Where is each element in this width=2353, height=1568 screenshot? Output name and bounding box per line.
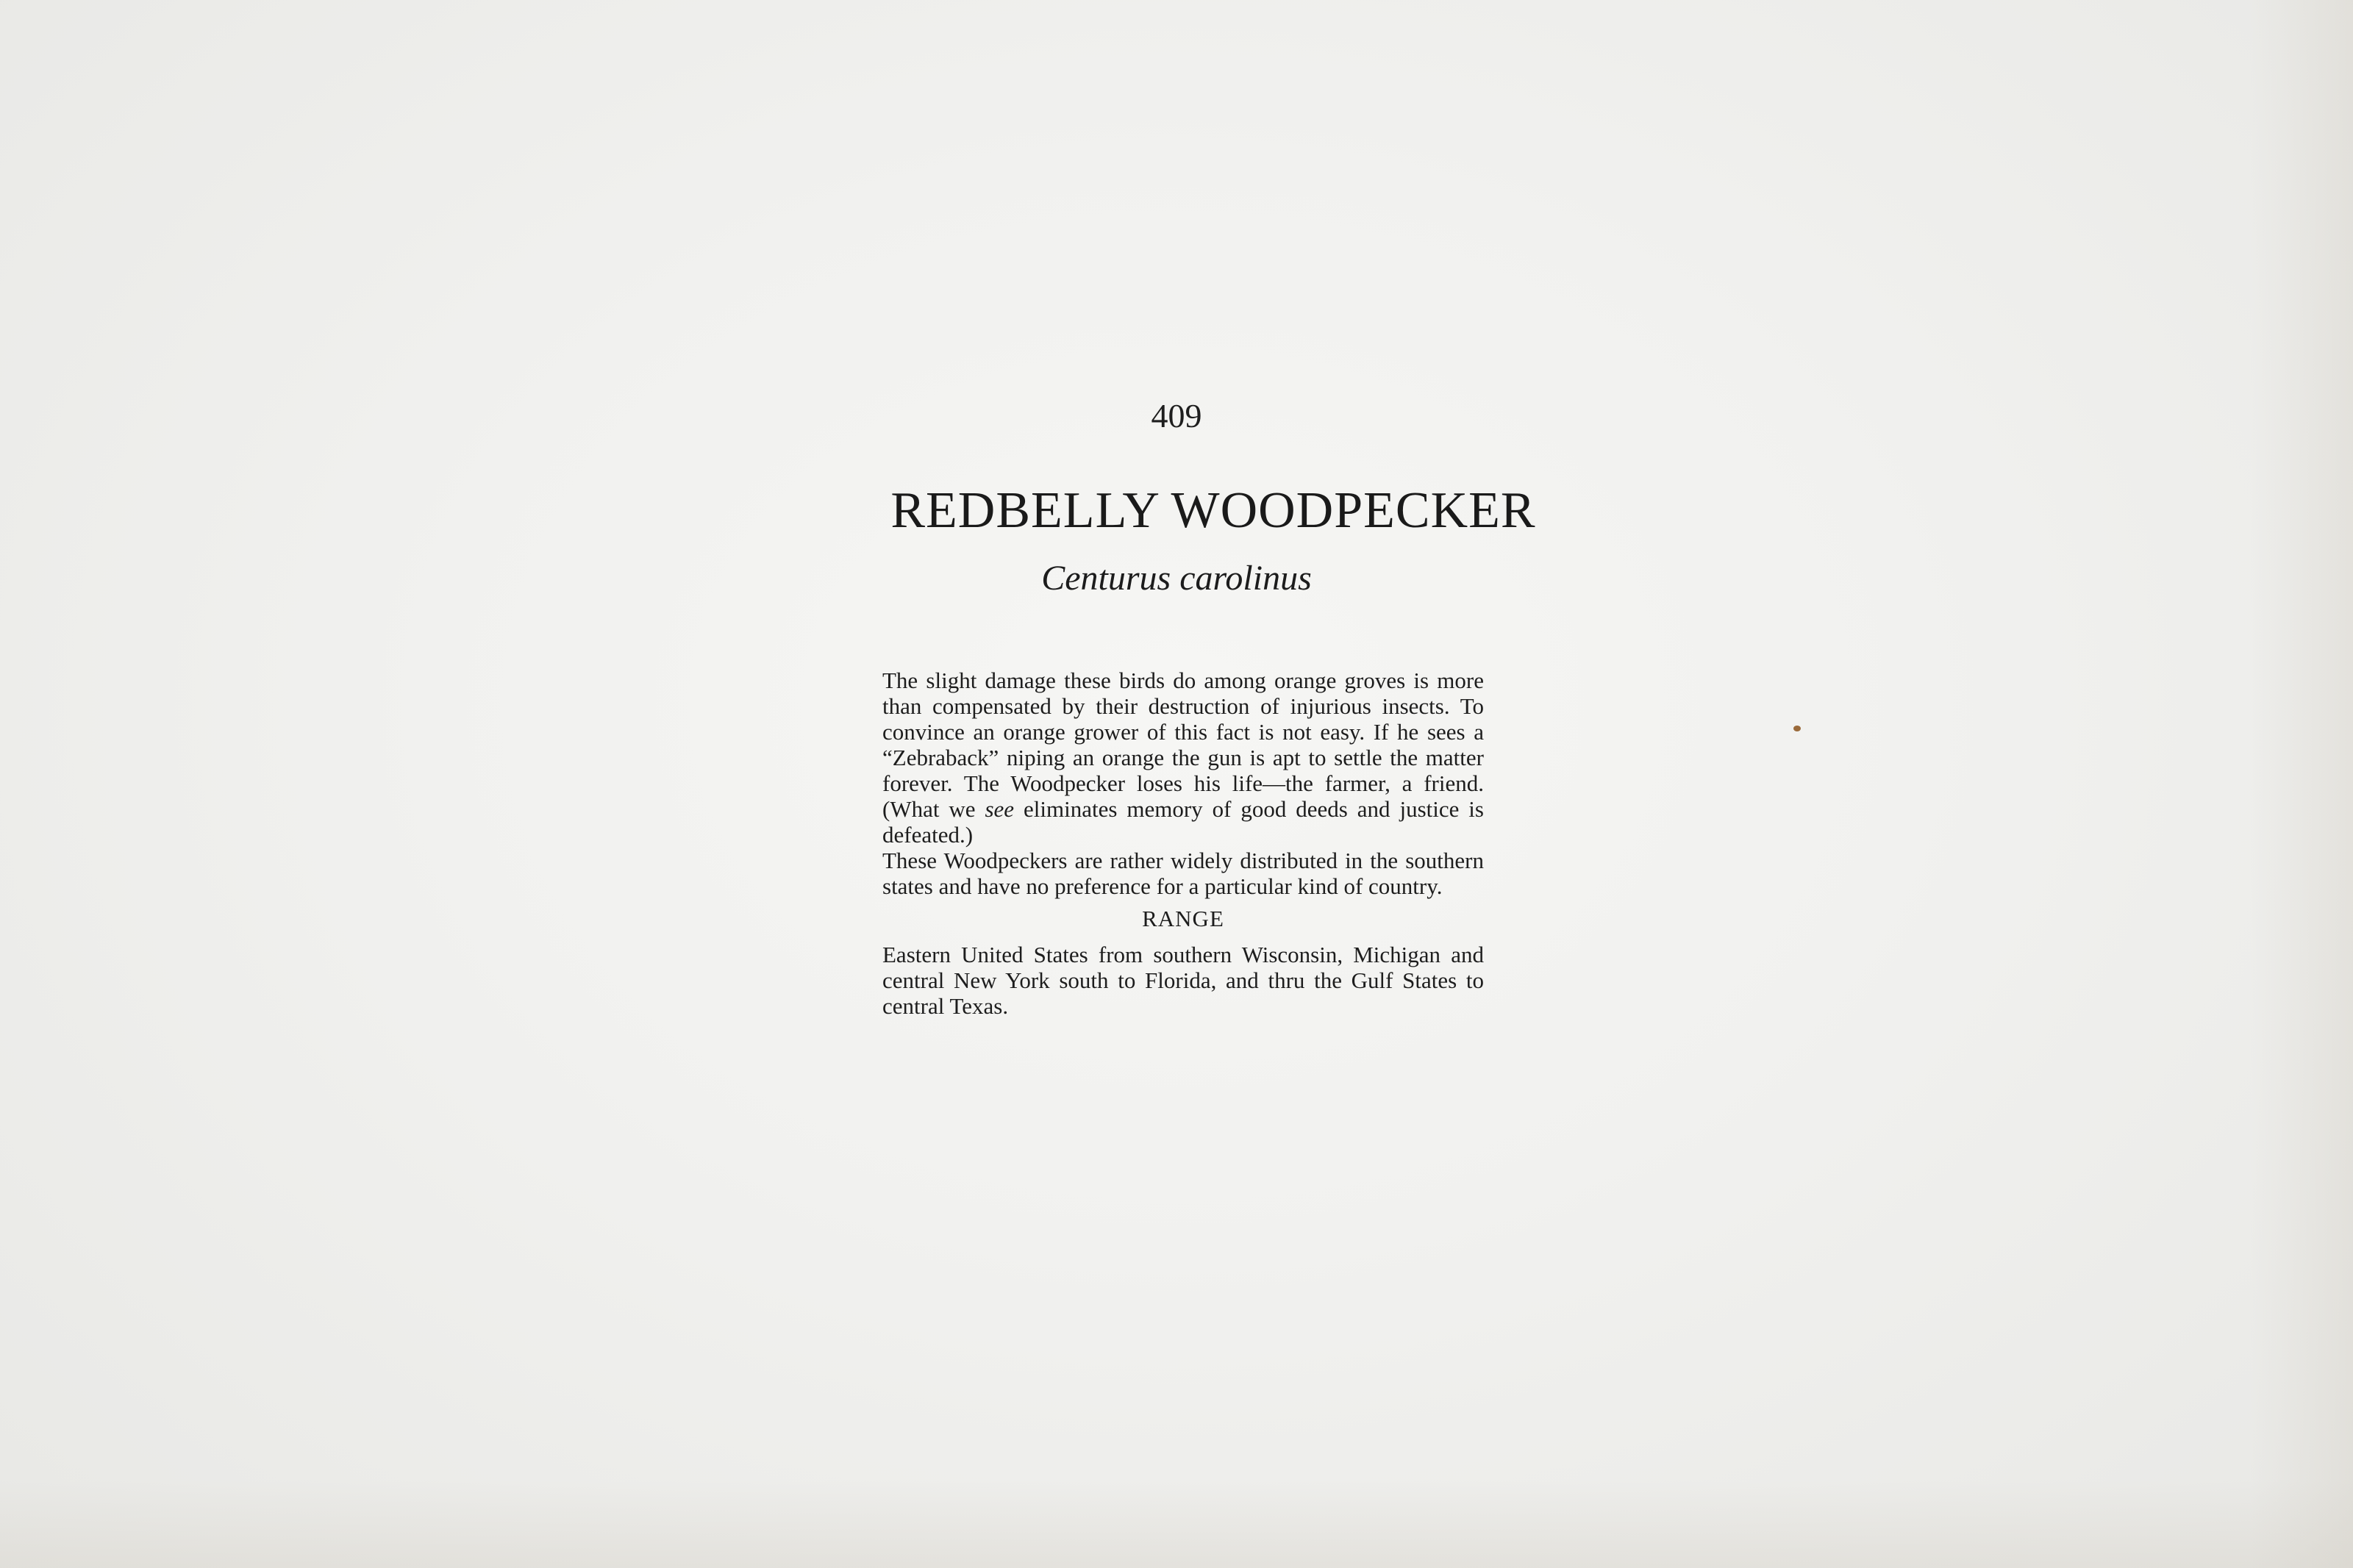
paper-edge-shadow-bottom [0,1480,2353,1568]
scientific-name: Centurus carolinus [1041,559,1312,598]
range-heading: RANGE [1142,906,1224,931]
description-text-part-2: eliminates memory of good deeds and justice is defeated.) [882,796,1484,848]
paper-edge-shadow-right [2250,0,2353,1568]
range-text: Eastern United States from southern Wisconsin, Michigan and central New York south to Florida, and thru the Gulf States to central Texas. [882,942,1484,1019]
description-text-part-1: The slight damage these birds do among orange groves is more than compensated by their destruction of injurious insects. To convince an orange grower of this fact is not easy. If he sees a “Zebraback” niping an orange the gun is apt to settle the matter forever. The Woodpecker loses his life—the farmer, a friend. (What we [882,667,1484,822]
page-title: REDBELLY WOODPECKER [890,482,1536,539]
description-paragraph-1 [882,667,1484,848]
text-body [882,667,1484,1019]
description-paragraph-2: These Woodpeckers are rather widely distributed in the southern states and have no preference for a particular kind of country. [882,848,1484,899]
description-emphasis: see [985,796,1015,822]
page-number: 409 [1151,397,1202,434]
paper-speck [1793,726,1801,731]
